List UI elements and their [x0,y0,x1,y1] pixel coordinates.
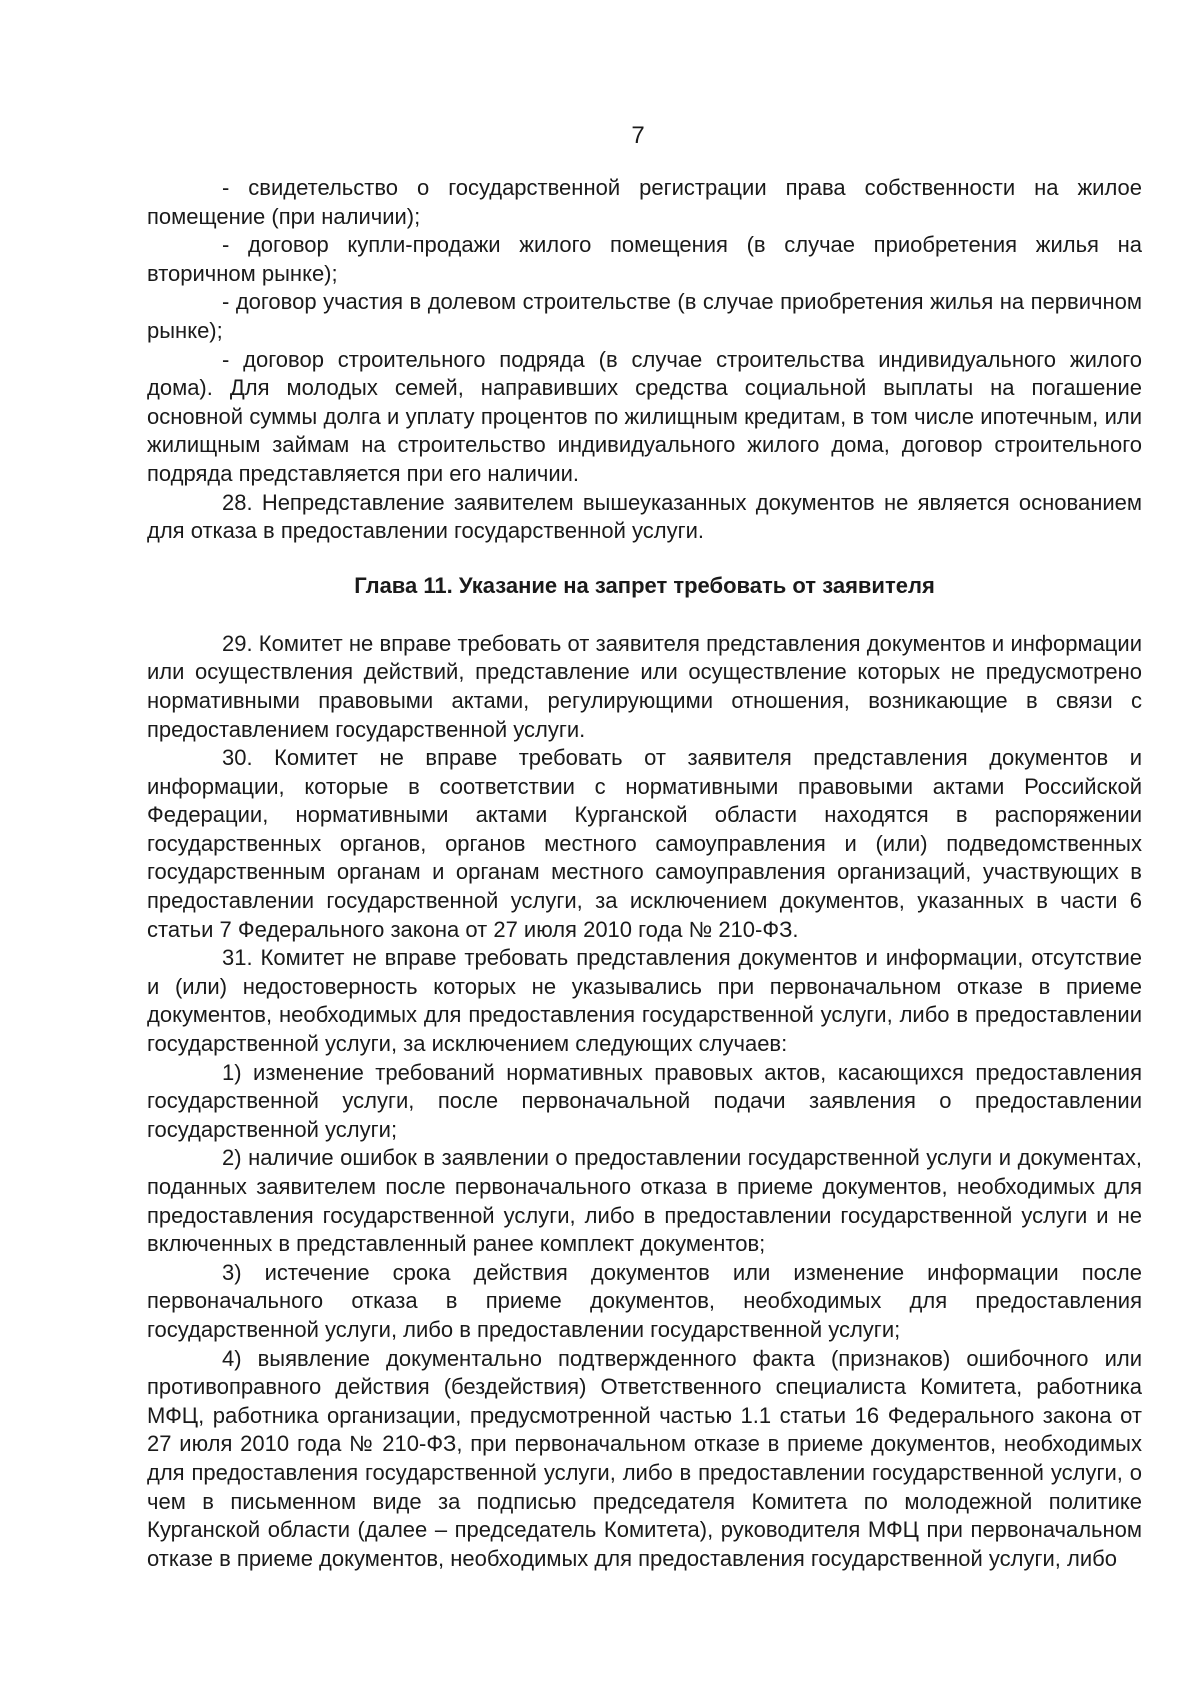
document-body [147,174,1142,1573]
chapter-heading: Глава 11. Указание на запрет требовать от заявителя [354,572,935,598]
paragraph: 1) изменение требований нормативных правовых актов, касающихся предоставления государственной услуги, после первоначальной подачи заявления о предоставлении государственной услуги; [147,1059,1142,1142]
page-number: 7 [631,122,645,149]
paragraph: 2) наличие ошибок в заявлении о предоставлении государственной услуги и документах, поданных заявителем после первоначального отказа в приеме документов, необходимых для предоставления государственной услуги, либо в предоставлении государственной услуги и не включенных в представленный ранее комплект документов; [147,1145,1142,1257]
paragraph: - договор участия в долевом строительстве (в случае приобретения жилья на первичном рынке); [147,289,1142,343]
paragraph: 29. Комитет не вправе требовать от заявителя представления документов и информации или осуществления действий, представление или осуществление которых не предусмотрено нормативными правовыми актами, регулирующими отношения, возникающие в связи с предоставлением государственной услуги. [147,630,1142,742]
paragraph: 28. Непредставление заявителем вышеуказанных документов не является основанием для отказа в предоставлении государственной услуги. [147,489,1142,544]
paragraph: - договор строительного подряда (в случае строительства индивидуального жилого дома). Для молодых семей, направивших средства социальной выплаты на погашение основной суммы долга и уплату процентов по жилищным кредитам, в том числе ипотечным, или жилищным займам на строительство индивидуального жилого дома, договор строительного подряда представляется при его наличии. [147,346,1142,486]
paragraph: 3) истечение срока действия документов или изменение информации после первоначального отказа в приеме документов, необходимых для предоставления государственной услуги, либо в предоставлении государственной услуги; [147,1259,1142,1342]
paragraph: - договор купли-продажи жилого помещения (в случае приобретения жилья на вторичном рынке); [147,232,1142,286]
paragraph: 4) выявление документально подтвержденного факта (признаков) ошибочного или противоправного действия (бездействия) Ответственного специалиста Комитета, работника МФЦ, работника организации, предусмотренной частью 1.1 статьи 16 Федерального закона от 27 июля 2010 года № 210-ФЗ, при первоначальном отказе в приеме документов, необходимых для предоставления государственной услуги, либо в предоставлении государственной услуги, о чем в письменном виде за подписью председателя Комитета по молодежной политике Курганской области (далее – председатель Комитета), руководителя МФЦ при первоначальном отказе в приеме документов, необходимых для предоставления государственной услуги, либо [147,1345,1142,1571]
paragraph: 30. Комитет не вправе требовать от заявителя представления документов и информации, которые в соответствии с нормативными правовыми актами Российской Федерации, нормативными актами Курганской области находятся в распоряжении государственных органов, органов местного самоуправления и (или) подведомственных государственным органам и органам местного самоуправления организаций, участвующих в предоставлении государственной услуги, за исключением документов, указанных в части 6 статьи 7 Федерального закона от 27 июля 2010 года № 210-ФЗ. [147,745,1142,942]
paragraph: - свидетельство о государственной регистрации права собственности на жилое помещение (при наличии); [147,175,1142,229]
paragraph: 31. Комитет не вправе требовать представления документов и информации, отсутствие и (или) недостоверность которых не указывались при первоначальном отказе в приеме документов, необходимых для предоставления государственной услуги, либо в предоставлении государственной услуги, за исключением следующих случаев: [147,945,1142,1057]
